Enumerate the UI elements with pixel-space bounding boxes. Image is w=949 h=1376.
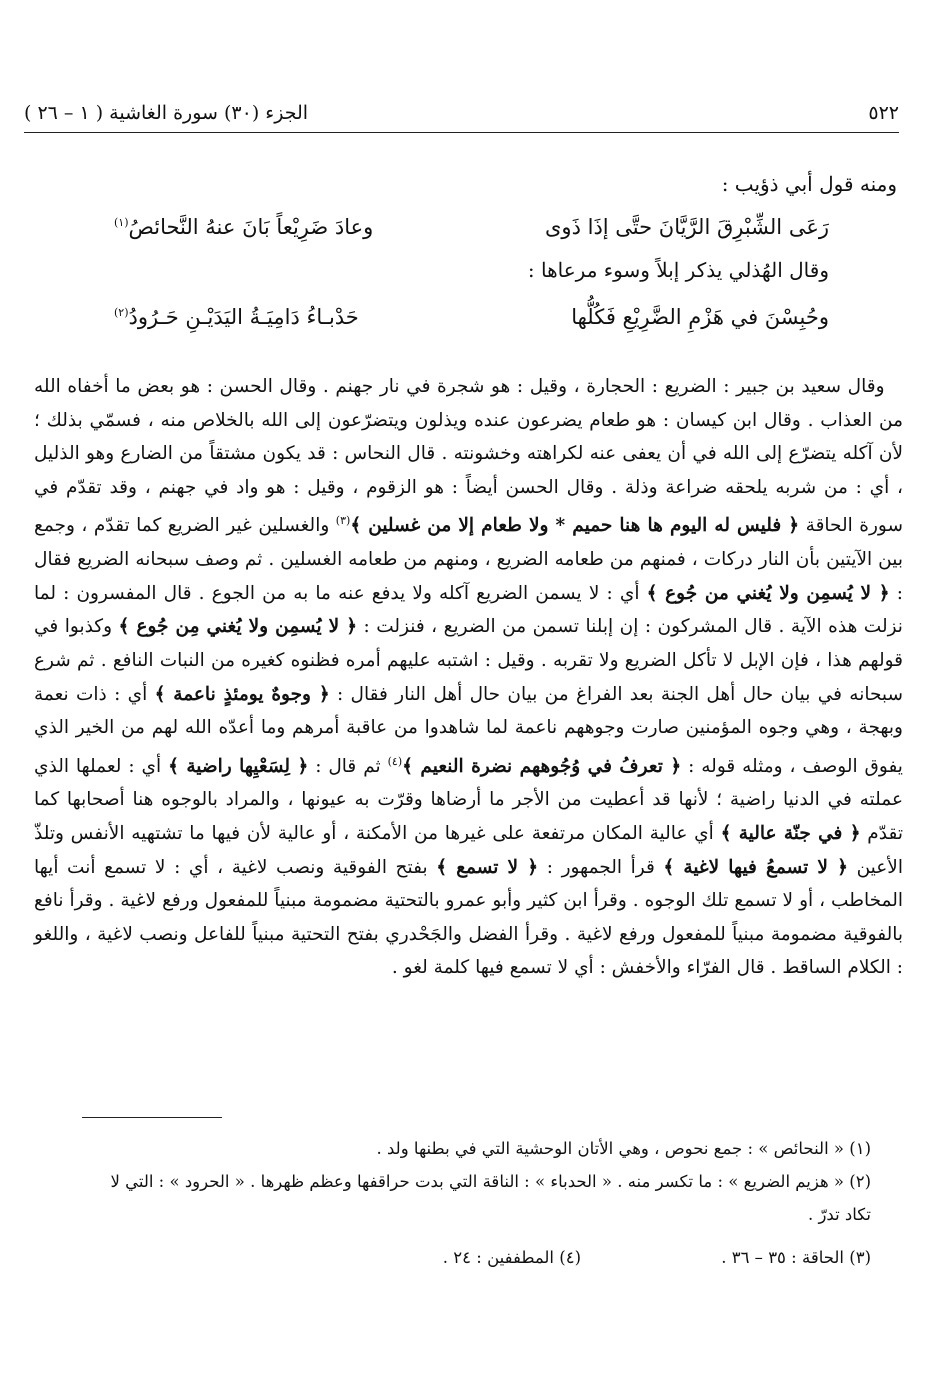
- text-run: بفتح الفوقية ونصب لاغية ، أي : لا تسمع أنت أيها المخاطب ، أو لا تسمع تلك الوجوه . وقرأ ابن كثير وأبو عمرو بالتحتية مضمومة مبنياً للمفعول ورفع لاغية . وقرأ نافع بالفوقية مضمومة مبنياً للمفعول ورفع لاغية . وقرأ الفضل والجَحْدري بفتح التحتية مبنياً للفاعل ونصب لاغية ، واللغو : الكلام الساقط . قال الفرّاء والأخفش : أي لا تسمع فيها كلمة لغو .: [34, 856, 903, 979]
- quran-quote: ﴿ في جنّة عالية ﴾: [720, 823, 861, 845]
- verse2-first-hemistich: وحُبِسْنَ في هَزْمِ الضَّرِيْعِ فَكُلُّها: [571, 305, 829, 329]
- footnotes: [80, 1132, 871, 1274]
- footnote-row: [80, 1241, 871, 1274]
- verse1-first-hemistich: رَعَى الشِّبْرِقَ الرَّيَّانَ حتَّى إذَا ذَوى: [545, 215, 829, 239]
- text-run: أي : لعملها الذي عملته في الدنيا راضية ؛ لأنها قد أعطيت من الأجر ما أرضاها وقرّت به عيونها ، والمراد بالوجوه هنا أصحابها كما تقدّم: [34, 755, 903, 845]
- text-run: وكذبوا في قولهم هذا ، فإن الإبل لا تأكل الضريع ولا تقربه . وقيل : اشتبه عليهم أمره فظنوه كغيره من النبات النافع . ثم شرع سبحانه في بيان حال أهل الجنة بعد الفراغ من بيان حال أهل النار فقال :: [34, 616, 903, 705]
- verse2-second-text: حَدْبـاءُ دَامِيَـةُ اليَدَيْـنِ حَـرُودُ: [128, 305, 359, 329]
- quran-quote: ﴿ لا يُسمِن ولا يُغني من جُوع ﴾: [646, 582, 890, 604]
- main-commentary: [34, 370, 903, 985]
- quran-quote: ﴿ وجوهٌ يومئذٍ ناعمة ﴾: [154, 683, 330, 705]
- text-run: ثم قال :: [315, 755, 381, 777]
- quran-quote: ﴿ لا تسمعُ فيها لاغية ﴾: [663, 856, 848, 878]
- footnote-marker-3: (٣): [335, 514, 351, 528]
- quran-quote: ﴿ فليس له اليوم ها هنا حميم * ولا طعام إلا من غسلين ﴾: [350, 515, 800, 537]
- footnote-marker-4: (٤): [387, 754, 403, 768]
- text-run: أي : ذات نعمة وبهجة ، وهي وجوه المؤمنين صارت وجوههم ناعمة لما شاهدوا من عاقبة أمرهم وما أعدّه الله لهم من الخير الذي يفوق الوصف ، ومثله قوله :: [34, 683, 903, 777]
- footnote-3: (٣) الحاقة : ٣٥ – ٣٦ .: [721, 1248, 871, 1267]
- running-title: الجزء (٣٠) سورة الغاشية ( ١ – ٢٦ ): [24, 102, 309, 124]
- footnote-2: (٢) « هزيم الضريع » : ما تكسر منه . « الحدباء » : الناقة التي بدت حراقفها وعظم ظهرها . « الحرود » : التي لا تكاد تدرّ .: [110, 1172, 871, 1224]
- footnote-4: (٤) المطففين : ٢٤ .: [442, 1248, 581, 1267]
- quran-quote: ﴿ لا يُسمِن ولا يُغني مِن جُوع ﴾: [118, 616, 358, 638]
- footnote-marker-2: (٢): [114, 306, 129, 319]
- poetry-intro: ومنه قول أبي ذؤيب :: [721, 172, 897, 196]
- footnote-1: (١) « النحائص » : جمع نحوص ، وهي الأتان الوحشية التي في بطنها ولد .: [376, 1139, 871, 1158]
- footnote-divider: [82, 1117, 222, 1118]
- verse1-second-text: وعادَ ضَرِيْعاً بَانَ عنهُ النَّحائصُ: [128, 215, 374, 239]
- verse2-second-hemistich: [114, 305, 359, 329]
- running-header: [24, 96, 899, 133]
- page-number: ٥٢٢: [868, 102, 899, 124]
- text-run: أي عالية المكان مرتفعة على غيرها من الأمكنة ، أو عالية لأن فيها ما تشتهيه الأنفس وتلذّ الأعين: [34, 823, 903, 878]
- verse1-second-hemistich: [114, 215, 373, 239]
- quran-quote: ﴿ لا تسمع ﴾: [436, 856, 539, 878]
- quran-quote: ﴿ لِسَعْيِها راضية ﴾: [168, 755, 309, 777]
- footnote-marker-1: (١): [114, 216, 129, 229]
- text-run: أي : لا يسمن الضريع آكله ولا يدفع عنه ما به من الجوع . قال المفسرون : لما نزلت هذه الآية . قال المشركون : إن إبلنا تسمن من الضريع ، فنزلت :: [34, 582, 903, 638]
- text-run: وقال سعيد بن جبير : الضريع : الحجارة ، وقيل : هو شجرة في نار جهنم . وقال الحسن : هو بعض ما أخفاه الله من العذاب . وقال ابن كيسان : هو طعام يضرعون عنده ويذلون ويتضرّعون إلى الله بالخلاص منه ، فسمّي بذلك ؛ لأن آكله يتضرّع إلى الله في أن يعفى عنه لكراهته وخشونته . قال النحاس : قد يكون مشتقاً من الضارع وهو الذليل ، أي : من شربه يلحقه ضراعة وذلة . وقال الحسن أيضاً : هو الزقوم ، وقيل : هو واد في جهنم ، وقد تقدّم في سورة الحاقة: [34, 376, 903, 537]
- commentary-paragraph: [34, 370, 903, 985]
- text-run: والغسلين غير الضريع كما تقدّم ، وجمع بين الآيتين بأن النار دركات ، فمنهم من طعامه الضريع ، ومنهم من طعامه الغسلين . ثم وصف سبحانه الضريع فقال :: [34, 515, 903, 604]
- text-run: قرأ الجمهور :: [546, 856, 655, 878]
- poetry-intro-2: وقال الهُذلي يذكر إبلاً وسوء مرعاها :: [527, 258, 829, 282]
- quran-quote: ﴿ تعرفُ في وُجُوههم نضرة النعيم ﴾: [402, 755, 682, 777]
